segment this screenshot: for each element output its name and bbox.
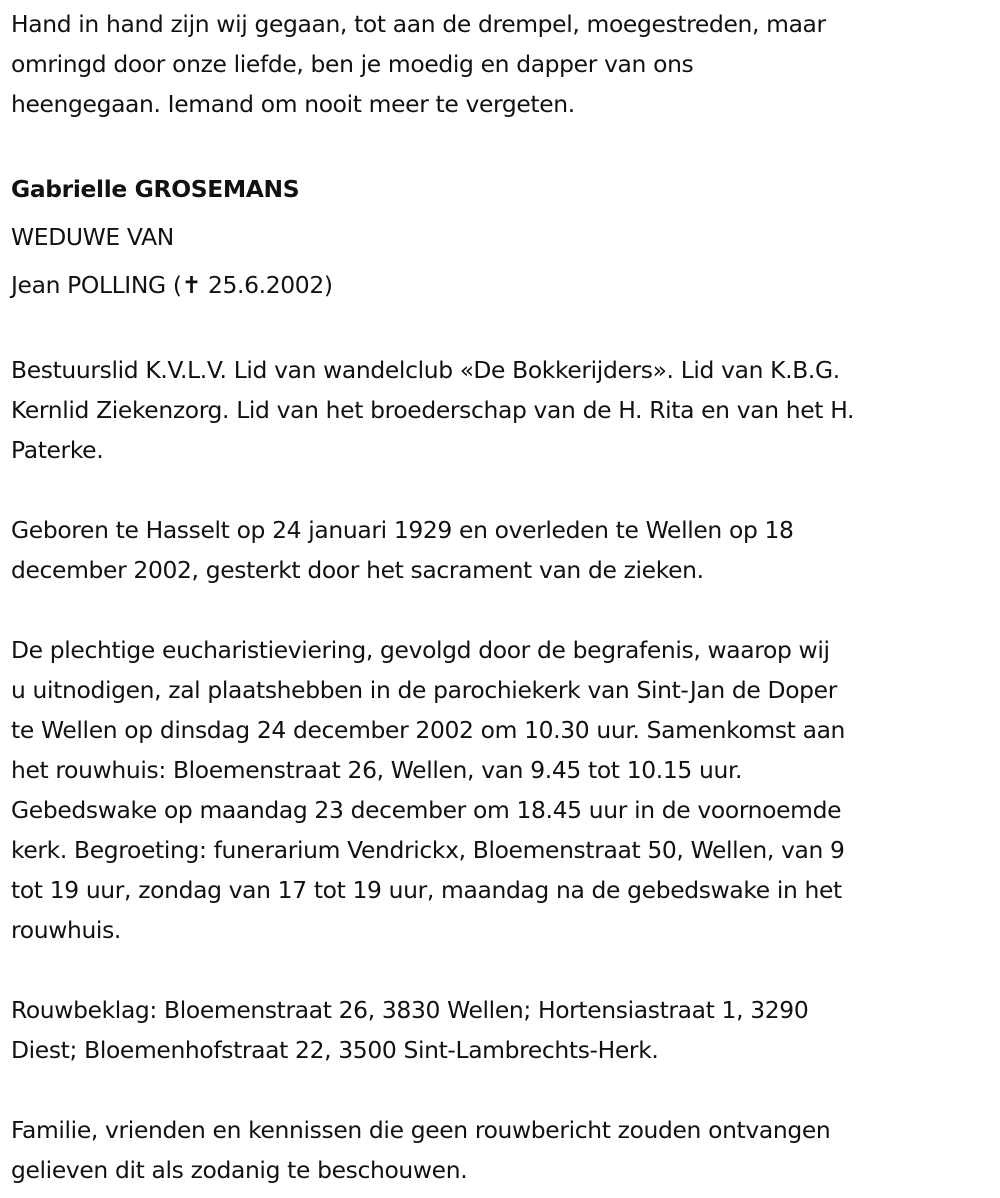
text-line: Geboren te Hasselt op 24 januari 1929 en overleden te Wellen op 18: [11, 516, 794, 544]
paragraph-spacer: [11, 470, 996, 510]
text-line: december 2002, gesterkt door het sacrament van de zieken.: [11, 556, 704, 584]
text-line: gelieven dit als zodanig te beschouwen.: [11, 1156, 468, 1184]
obituary-text: [11, 4, 996, 1190]
text-line: tot 19 uur, zondag van 17 tot 19 uur, maandag na de gebedswake in het: [11, 876, 842, 904]
text-line: Kernlid Ziekenzorg. Lid van het broederschap van de H. Rita en van het H.: [11, 396, 855, 424]
text-line: omringd door onze liefde, ben je moedig en dapper van ons: [11, 50, 694, 78]
paragraph-spacer: [11, 309, 996, 350]
text-line: Paterke.: [11, 436, 104, 464]
paragraph-spacer: [11, 124, 996, 165]
paragraph-spacer: [11, 1070, 996, 1110]
text-line: u uitnodigen, zal plaatshebben in de parochiekerk van Sint-Jan de Doper: [11, 676, 837, 704]
text-line: rouwhuis.: [11, 916, 121, 944]
text-line: De plechtige eucharistieviering, gevolgd door de begrafenis, waarop wij: [11, 636, 830, 664]
intro-paragraph: [11, 4, 996, 124]
text-line: Diest; Bloemenhofstraat 22, 3500 Sint-Lambrechts-Herk.: [11, 1036, 659, 1064]
memberships-paragraph: [11, 350, 996, 470]
ceremony-paragraph: [11, 630, 996, 950]
paragraph-spacer: [11, 590, 996, 630]
text-line: het rouwhuis: Bloemenstraat 26, Wellen, van 9.45 tot 10.15 uur.: [11, 756, 743, 784]
text-line: Hand in hand zijn wij gegaan, tot aan de drempel, moegestreden, maar: [11, 10, 826, 38]
deceased-name: Gabrielle GROSEMANS: [11, 175, 300, 203]
paragraph-spacer: [11, 950, 996, 990]
birth-death-paragraph: [11, 510, 996, 590]
condolences-paragraph: [11, 990, 996, 1070]
text-line: te Wellen op dinsdag 24 december 2002 om 10.30 uur. Samenkomst aan: [11, 716, 846, 744]
text-line: Bestuurslid K.V.L.V. Lid van wandelclub «De Bokkerijders». Lid van K.B.G.: [11, 356, 840, 384]
text-line: kerk. Begroeting: funerarium Vendrickx, Bloemenstraat 50, Wellen, van 9: [11, 836, 845, 864]
text-line: Familie, vrienden en kennissen die geen rouwbericht zouden ontvangen: [11, 1116, 831, 1144]
closing-paragraph: [11, 1110, 996, 1190]
relation-label: WEDUWE VAN: [11, 223, 174, 251]
text-line: heengegaan. Iemand om nooit meer te vergeten.: [11, 90, 575, 118]
text-line: Rouwbeklag: Bloemenstraat 26, 3830 Wellen; Hortensiastraat 1, 3290: [11, 996, 809, 1024]
text-line: Gebedswake op maandag 23 december om 18.45 uur in de voornoemde: [11, 796, 842, 824]
spouse-name: Jean POLLING (✝ 25.6.2002): [11, 271, 333, 299]
